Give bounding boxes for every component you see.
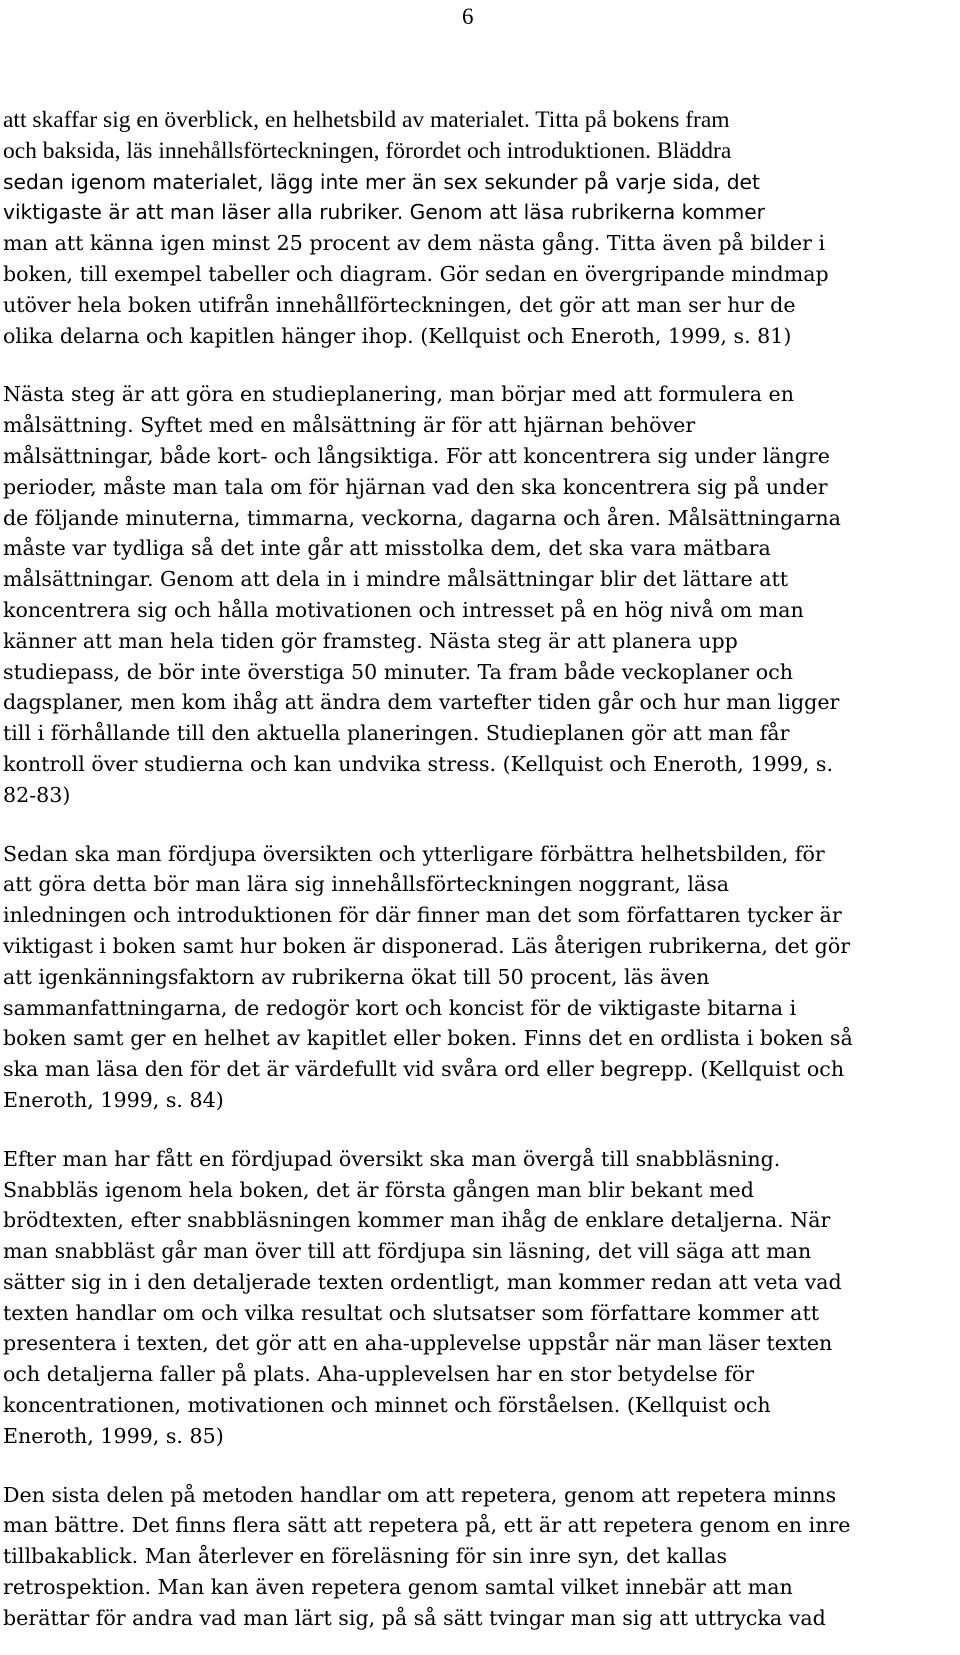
- text-line: målsättningar, både kort- och långsiktiga. För att koncentrera sig under längre: [3, 443, 830, 468]
- paragraph-4: [3, 1144, 955, 1452]
- text-line: retrospektion. Man kan även repetera genom samtal vilket innebär att man: [3, 1575, 793, 1600]
- text-line: perioder, måste man tala om för hjärnan vad den ska koncentrera sig på under: [3, 474, 828, 499]
- text-line: olika delarna och kapitlen hänger ihop. (Kellquist och Eneroth, 1999, s. 81): [3, 323, 792, 348]
- document-body: [3, 105, 955, 1634]
- text-line: 82-83): [3, 782, 71, 807]
- text-line: viktigaste är att man läser alla rubriker. Genom att läsa rubrikerna kommer: [3, 200, 765, 225]
- text-line: koncentrera sig och hålla motivationen och intresset på en hög nivå om man: [3, 597, 804, 622]
- text-line: Efter man har fått en fördjupad översikt ska man övergå till snabbläsning.: [3, 1146, 781, 1171]
- paragraph-5: [3, 1480, 955, 1634]
- text-line: Nästa steg är att göra en studieplanering, man börjar med att formulera en: [3, 382, 795, 407]
- text-line: att göra detta bör man lära sig innehållsförteckningen noggrant, läsa: [3, 872, 730, 897]
- text-line: studiepass, de bör inte överstiga 50 minuter. Ta fram både veckoplaner och: [3, 659, 794, 684]
- text-line: inledningen och introduktionen för där finner man det som författaren tycker är: [3, 903, 842, 928]
- paragraph-2: [3, 379, 955, 810]
- text-line: berättar för andra vad man lärt sig, på så sätt tvingar man sig att uttrycka vad: [3, 1605, 826, 1630]
- text-line: och baksida, läs innehållsförteckningen, förordet och introduktionen. Bläddra: [3, 137, 732, 164]
- text-line: ska man läsa den för det är värdefullt vid svåra ord eller begrepp. (Kellquist och: [3, 1057, 845, 1082]
- text-line: viktigast i boken samt hur boken är disponerad. Läs återigen rubrikerna, det gör: [3, 933, 851, 958]
- text-line: sätter sig in i den detaljerade texten ordentligt, man kommer redan att veta vad: [3, 1269, 842, 1294]
- text-line: boken, till exempel tabeller och diagram. Gör sedan en övergripande mindmap: [3, 261, 829, 286]
- text-line: Den sista delen på metoden handlar om att repetera, genom att repetera minns: [3, 1482, 837, 1507]
- page-number: 6: [462, 4, 474, 29]
- text-line: boken samt ger en helhet av kapitlet eller boken. Finns det en ordlista i boken så: [3, 1026, 853, 1051]
- text-line: sedan igenom materialet, lägg inte mer än sex sekunder på varje sida, det: [3, 169, 760, 194]
- text-line: brödtexten, efter snabbläsningen kommer man ihåg de enklare detaljerna. När: [3, 1208, 831, 1233]
- paragraph-gap: [3, 1452, 955, 1480]
- text-line: sammanfattningarna, de redogör kort och koncist för de viktigaste bitarna i: [3, 995, 797, 1020]
- text-line: målsättning. Syftet med en målsättning är för att hjärnan behöver: [3, 413, 696, 438]
- text-line: känner att man hela tiden gör framsteg. Nästa steg är att planera upp: [3, 628, 738, 653]
- text-line: Snabbläs igenom hela boken, det är första gången man blir bekant med: [3, 1177, 754, 1202]
- text-line: presentera i texten, det gör att en aha-upplevelse uppstår när man läser texten: [3, 1331, 833, 1356]
- text-line: tillbakablick. Man återlever en föreläsning för sin inre syn, det kallas: [3, 1544, 728, 1569]
- paragraph-gap: [3, 351, 955, 379]
- paragraph-gap: [3, 811, 955, 839]
- text-line: målsättningar. Genom att dela in i mindre målsättningar blir det lättare att: [3, 567, 789, 592]
- text-line: man snabbläst går man över till att fördjupa sin läsning, det vill säga att man: [3, 1239, 812, 1264]
- text-line: till i förhållande till den aktuella planeringen. Studieplanen gör att man får: [3, 721, 790, 746]
- text-line: texten handlar om och vilka resultat och slutsatser som författare kommer att: [3, 1300, 819, 1325]
- paragraph-1: [3, 105, 955, 351]
- text-line: kontroll över studierna och kan undvika stress. (Kellquist och Eneroth, 1999, s.: [3, 751, 833, 776]
- paragraph-3: [3, 839, 955, 1116]
- text-line: man bättre. Det finns flera sätt att repetera på, ett är att repetera genom en inre: [3, 1513, 851, 1538]
- text-line: Sedan ska man fördjupa översikten och ytterligare förbättra helhetsbilden, för: [3, 841, 825, 866]
- text-line: och detaljerna faller på plats. Aha-upplevelsen har en stor betydelse för: [3, 1362, 755, 1387]
- text-line: Eneroth, 1999, s. 84): [3, 1087, 224, 1112]
- text-line: man att känna igen minst 25 procent av dem nästa gång. Titta även på bilder i: [3, 231, 826, 256]
- text-line: koncentrationen, motivationen och minnet och förståelsen. (Kellquist och: [3, 1393, 771, 1418]
- text-line: dagsplaner, men kom ihåg att ändra dem vartefter tiden går och hur man ligger: [3, 690, 840, 715]
- text-line: utöver hela boken utifrån innehållförteckningen, det gör att man ser hur de: [3, 292, 796, 317]
- paragraph-gap: [3, 1116, 955, 1144]
- text-line: att skaffar sig en överblick, en helhetsbild av materialet. Titta på bokens fram: [3, 107, 730, 133]
- text-line: måste var tydliga så det inte går att misstolka dem, det ska vara mätbara: [3, 536, 771, 561]
- text-line: Eneroth, 1999, s. 85): [3, 1423, 224, 1448]
- text-line: de följande minuterna, timmarna, veckorna, dagarna och åren. Målsättningarna: [3, 505, 841, 530]
- text-line: att igenkänningsfaktorn av rubrikerna ökat till 50 procent, läs även: [3, 964, 710, 989]
